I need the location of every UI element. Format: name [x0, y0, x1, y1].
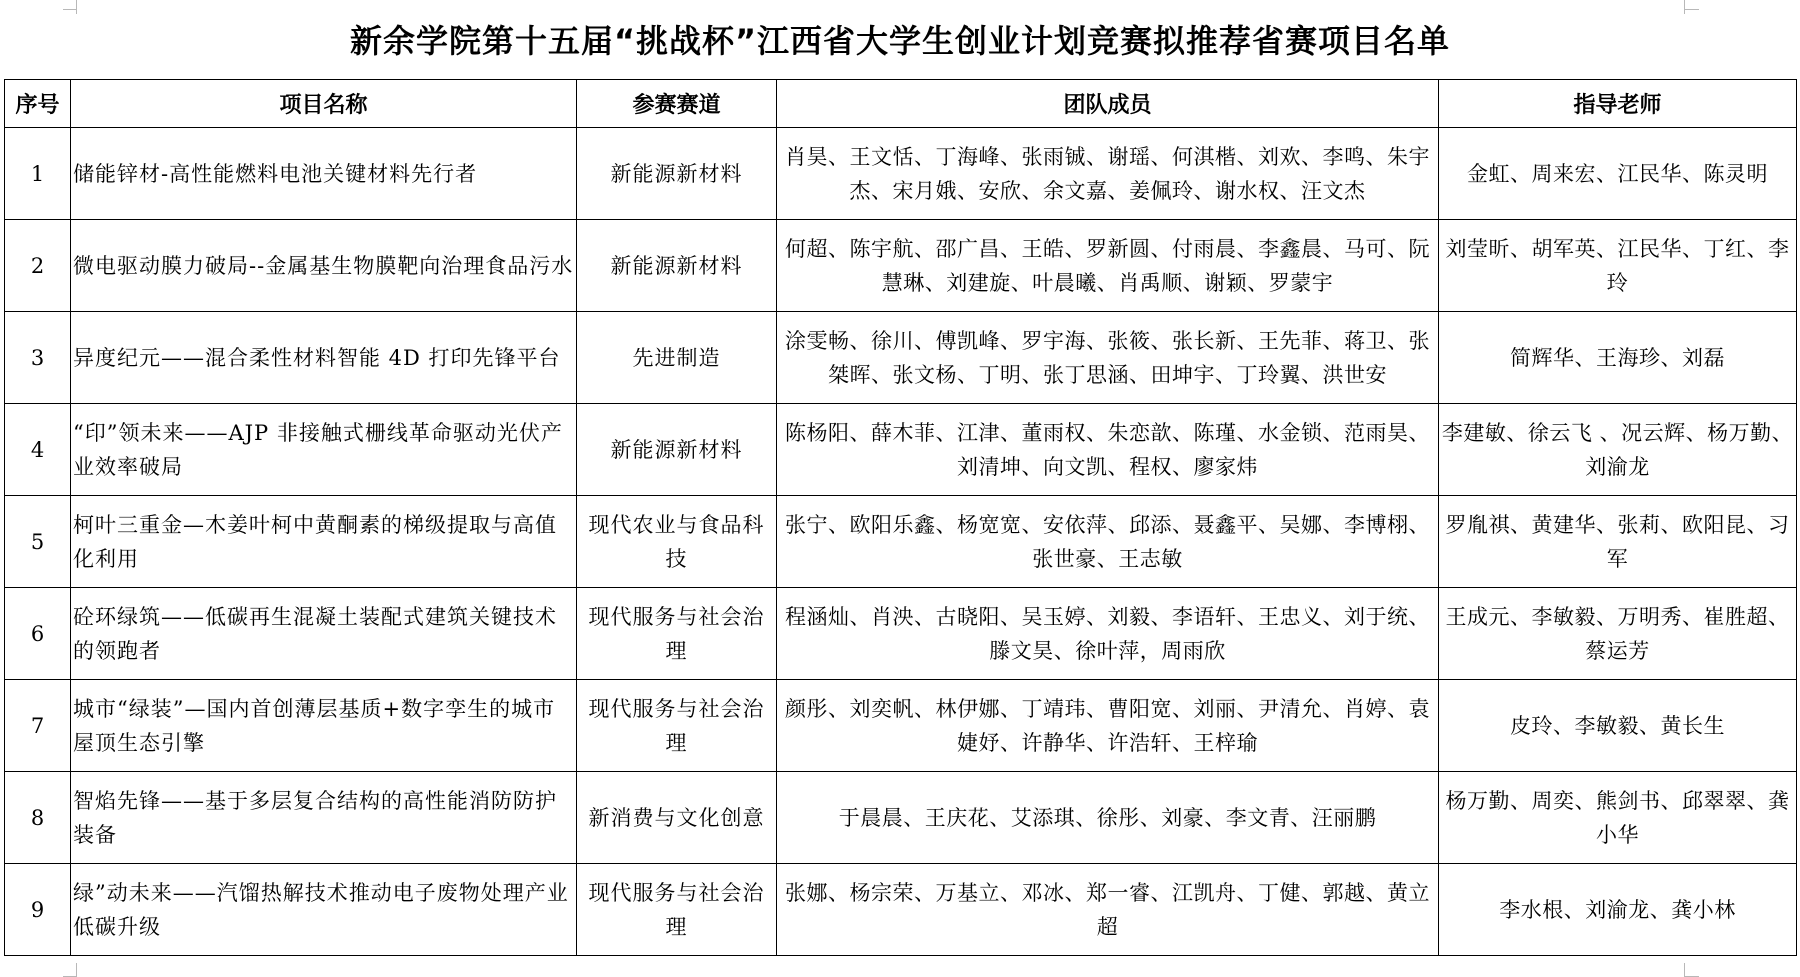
team-members: 张宁、欧阳乐鑫、杨宽宽、安依萍、邱添、聂鑫平、吴娜、李博栩、张世豪、王志敏	[777, 496, 1439, 588]
advisors: 李水根、刘渝龙、龚小林	[1439, 864, 1797, 956]
table-header-row	[5, 80, 1797, 128]
project-name: 异度纪元——混合柔性材料智能 4D 打印先锋平台	[71, 312, 577, 404]
table-row	[5, 312, 1797, 404]
team-members: 张娜、杨宗荣、万基立、邓冰、郑一睿、江凯舟、丁健、郭越、黄立超	[777, 864, 1439, 956]
header-team-members: 团队成员	[777, 80, 1439, 128]
advisors: 简辉华、王海珍、刘磊	[1439, 312, 1797, 404]
row-number: 9	[5, 864, 71, 956]
row-number: 5	[5, 496, 71, 588]
row-number: 4	[5, 404, 71, 496]
track: 现代农业与食品科技	[577, 496, 777, 588]
track: 现代服务与社会治理	[577, 680, 777, 772]
track: 先进制造	[577, 312, 777, 404]
row-number: 8	[5, 772, 71, 864]
team-members: 陈杨阳、薛木菲、江津、董雨权、朱恋歆、陈瑾、水金锁、范雨昊、刘清坤、向文凯、程权、廖家炜	[777, 404, 1439, 496]
advisors: 皮玲、李敏毅、黄长生	[1439, 680, 1797, 772]
header-track: 参赛赛道	[577, 80, 777, 128]
crop-mark-top-right	[1684, 0, 1699, 14]
team-members: 肖昊、王文恬、丁海峰、张雨铖、谢瑶、何淇楷、刘欢、李鸣、朱宇杰、宋月娥、安欣、余文嘉、姜佩玲、谢水权、汪文杰	[777, 128, 1439, 220]
team-members: 于晨晨、王庆花、艾添琪、徐彤、刘豪、李文青、汪丽鹏	[777, 772, 1439, 864]
table-row	[5, 588, 1797, 680]
project-name: “印”领未来——AJP 非接触式栅线革命驱动光伏产业效率破局	[71, 404, 577, 496]
team-members: 涂雯畅、徐川、傅凯峰、罗宇海、张筱、张长新、王先菲、蒋卫、张桀晖、张文杨、丁明、张丁思涵、田坤宇、丁玲翼、洪世安	[777, 312, 1439, 404]
header-no: 序号	[5, 80, 71, 128]
table-row	[5, 220, 1797, 312]
team-members: 程涵灿、肖泱、古晓阳、吴玉婷、刘毅、李语轩、王忠义、刘于统、滕文昊、徐叶萍，周雨欣	[777, 588, 1439, 680]
advisors: 王成元、李敏毅、万明秀、崔胜超、蔡运芳	[1439, 588, 1797, 680]
team-members: 何超、陈宇航、邵广昌、王皓、罗新圆、付雨晨、李鑫晨、马可、阮慧琳、刘建旋、叶晨曦、肖禹顺、谢颖、罗蒙宇	[777, 220, 1439, 312]
row-number: 3	[5, 312, 71, 404]
track: 现代服务与社会治理	[577, 864, 777, 956]
advisors: 李建敏、徐云飞 、况云辉、杨万勤、刘渝龙	[1439, 404, 1797, 496]
project-name: 绿”动未来——汽馏热解技术推动电子废物处理产业低碳升级	[71, 864, 577, 956]
track: 新能源新材料	[577, 128, 777, 220]
table-row	[5, 404, 1797, 496]
header-advisors: 指导老师	[1439, 80, 1797, 128]
row-number: 6	[5, 588, 71, 680]
crop-mark-bottom-left	[76, 963, 91, 977]
project-name: 砼环绿筑——低碳再生混凝土装配式建筑关键技术的领跑者	[71, 588, 577, 680]
crop-mark-bottom-right	[1684, 963, 1699, 977]
track: 新消费与文化创意	[577, 772, 777, 864]
crop-mark-top-left	[76, 0, 91, 14]
header-project-name: 项目名称	[71, 80, 577, 128]
project-name: 城市“绿装”—国内首创薄层基质+数字孪生的城市屋顶生态引擎	[71, 680, 577, 772]
table-row	[5, 128, 1797, 220]
track: 现代服务与社会治理	[577, 588, 777, 680]
project-name: 储能锌材-高性能燃料电池关键材料先行者	[71, 128, 577, 220]
table-row	[5, 680, 1797, 772]
project-table	[4, 79, 1797, 956]
track: 新能源新材料	[577, 404, 777, 496]
document-title: 新余学院第十五届“挑战杯”江西省大学生创业计划竞赛拟推荐省赛项目名单	[349, 22, 1451, 60]
project-name: 智焰先锋——基于多层复合结构的高性能消防防护装备	[71, 772, 577, 864]
table-row	[5, 864, 1797, 956]
row-number: 2	[5, 220, 71, 312]
project-name: 微电驱动膜力破局--金属基生物膜靶向治理食品污水	[71, 220, 577, 312]
project-name: 柯叶三重金—木姜叶柯中黄酮素的梯级提取与高值化利用	[71, 496, 577, 588]
row-number: 7	[5, 680, 71, 772]
advisors: 金虹、周来宏、江民华、陈灵明	[1439, 128, 1797, 220]
advisors: 杨万勤、周奕、熊剑书、邱翠翠、龚小华	[1439, 772, 1797, 864]
advisors: 罗胤祺、黄建华、张莉、欧阳昆、习军	[1439, 496, 1797, 588]
team-members: 颜彤、刘奕帆、林伊娜、丁靖玮、曹阳宽、刘丽、尹清允、肖婷、袁婕妤、许静华、许浩轩、王梓瑜	[777, 680, 1439, 772]
table-row	[5, 496, 1797, 588]
row-number: 1	[5, 128, 71, 220]
advisors: 刘莹昕、胡军英、江民华、丁红、李玲	[1439, 220, 1797, 312]
track: 新能源新材料	[577, 220, 777, 312]
table-row	[5, 772, 1797, 864]
